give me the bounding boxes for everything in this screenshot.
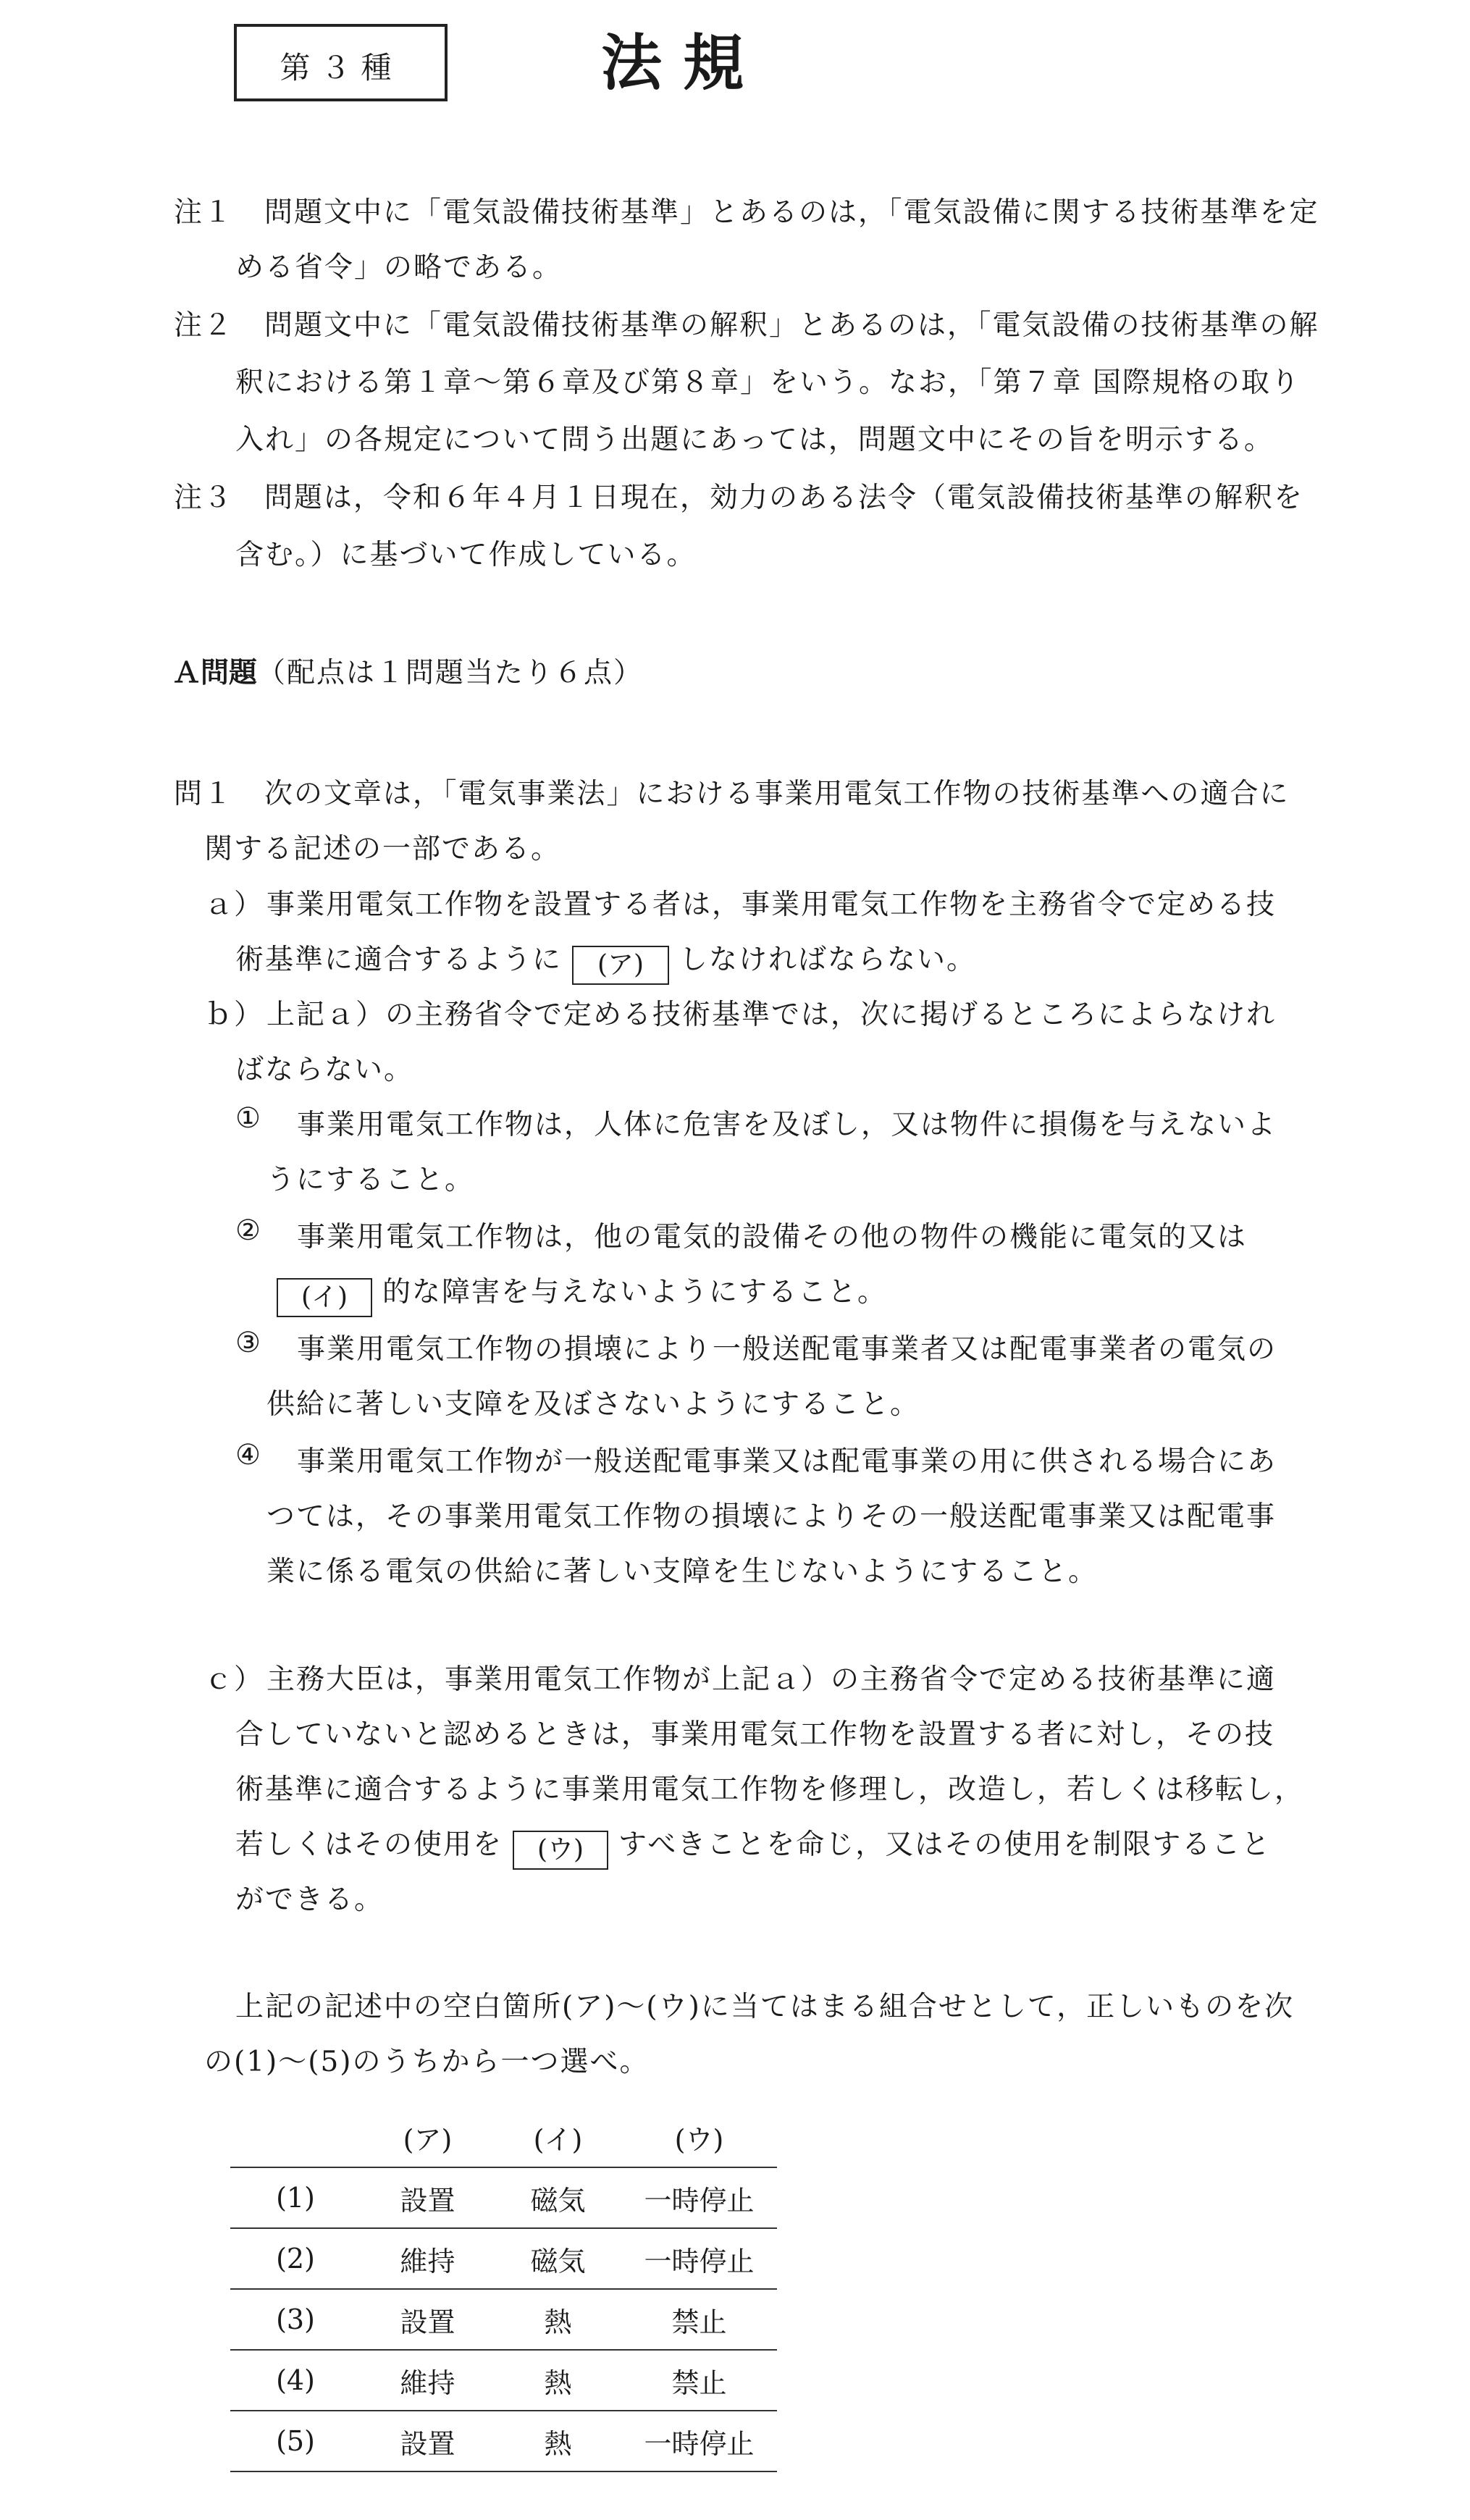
table-header: (ウ) bbox=[621, 2107, 777, 2167]
sub-item-2-line-1: 事業用電気工作物は，他の電気的設備その他の物件の機能に電気的又は bbox=[297, 1221, 1248, 1253]
note-2-line-2: 釈における第１章～第６章及び第８章」をいう。なお，「第７章 国際規格の取り bbox=[235, 366, 1301, 399]
prompt-line-1: 上記の記述中の空白箇所(ア)～(ウ)に当てはまる組合せとして，正しいものを次 bbox=[235, 1991, 1295, 2023]
blank-i: (イ) bbox=[277, 1278, 372, 1317]
table-cell: 磁気 bbox=[495, 2167, 621, 2228]
item-b-line-2: ばならない。 bbox=[235, 1054, 414, 1086]
table-cell: 維持 bbox=[361, 2228, 495, 2289]
table-row bbox=[230, 2411, 777, 2471]
sub-item-3-line-2: 供給に著しい支障を及ぼさないようにすること。 bbox=[266, 1388, 920, 1421]
question-intro-line-2: 関する記述の一部である。 bbox=[204, 833, 561, 865]
item-b-line-1: 上記ａ）の主務省令で定める技術基準では，次に掲げるところによらなけれ bbox=[266, 999, 1277, 1031]
table-cell: 磁気 bbox=[495, 2228, 621, 2289]
table-cell: 設置 bbox=[361, 2411, 495, 2471]
item-b-label: ｂ） bbox=[204, 999, 264, 1031]
sub-item-2-line-2 bbox=[269, 1269, 887, 1317]
table-cell: 一時停止 bbox=[621, 2228, 777, 2289]
table-cell: 禁止 bbox=[621, 2289, 777, 2350]
note-3-line-2: 含む。）に基づいて作成している。 bbox=[235, 539, 697, 571]
table-row bbox=[230, 2228, 777, 2289]
table-header: (イ) bbox=[495, 2107, 621, 2167]
sub-item-4-mark: ④ bbox=[235, 1439, 262, 1471]
item-c-line-2: 合していないと認めるときは，事業用電気工作物を設置する者に対し，その技 bbox=[235, 1718, 1275, 1751]
question-intro-line-1: 次の文章は，「電気事業法」における事業用電気工作物の技術基準への適合に bbox=[264, 778, 1290, 810]
item-c-line-4 bbox=[235, 1822, 1271, 1870]
table-header: (ア) bbox=[361, 2107, 495, 2167]
item-c-label: ｃ） bbox=[204, 1663, 264, 1696]
table-cell: 熱 bbox=[495, 2289, 621, 2350]
table-cell: 一時停止 bbox=[621, 2167, 777, 2228]
note-3-label: 注３ bbox=[174, 482, 234, 514]
exam-type-box bbox=[234, 24, 448, 101]
sub-item-4-line-3: 業に係る電気の供給に著しい支障を生じないようにすること。 bbox=[266, 1555, 1099, 1588]
note-1-line-1: 問題文中に「電気設備技術基準」とあるのは，「電気設備に関する技術基準を定 bbox=[264, 196, 1319, 229]
note-1-line-2: める省令」の略である。 bbox=[235, 251, 563, 284]
note-2-label: 注２ bbox=[174, 309, 234, 342]
note-2-line-3: 入れ」の各規定について問う出題にあっては，問題文中にその旨を明示する。 bbox=[235, 424, 1274, 456]
exam-type-label: 第３種 bbox=[280, 50, 402, 85]
section-points: （配点は１問題当たり６点） bbox=[257, 657, 644, 689]
table-header bbox=[230, 2107, 361, 2167]
section-title: Ａ問題 bbox=[172, 657, 258, 689]
item-a-line-1: 事業用電気工作物を設置する者は，事業用電気工作物を主務省令で定める技 bbox=[266, 889, 1277, 921]
sub-item-2-mark: ② bbox=[235, 1214, 262, 1247]
table-cell: 維持 bbox=[361, 2350, 495, 2411]
table-cell: 熱 bbox=[495, 2411, 621, 2471]
sub-item-4-line-1: 事業用電気工作物が一般送配電事業又は配電事業の用に供される場合にあ bbox=[297, 1445, 1277, 1478]
question-number: 問１ bbox=[174, 778, 234, 810]
sub-item-1-line-2: うにすること。 bbox=[266, 1164, 475, 1196]
table-cell: 一時停止 bbox=[621, 2411, 777, 2471]
sub-item-3-mark: ③ bbox=[235, 1327, 262, 1359]
note-1-label: 注１ bbox=[174, 196, 234, 229]
item-a-text-before: 術基準に適合するように bbox=[235, 944, 563, 976]
note-2-line-1: 問題文中に「電気設備技術基準の解釈」とあるのは，「電気設備の技術基準の解 bbox=[264, 309, 1319, 342]
blank-a: (ア) bbox=[572, 946, 669, 985]
table-header-row bbox=[230, 2107, 777, 2167]
item-c-line-1: 主務大臣は，事業用電気工作物が上記ａ）の主務省令で定める技術基準に適 bbox=[266, 1663, 1277, 1696]
item-a-label: ａ） bbox=[204, 889, 264, 921]
table-cell: 禁止 bbox=[621, 2350, 777, 2411]
table-cell: 設置 bbox=[361, 2167, 495, 2228]
item-c-text-before: 若しくはその使用を bbox=[235, 1828, 503, 1861]
note-3-line-1: 問題は，令和６年４月１日現在，効力のある法令（電気設備技術基準の解釈を bbox=[264, 482, 1304, 514]
subject-title: 法 規 bbox=[601, 27, 744, 98]
item-c-line-3: 術基準に適合するように事業用電気工作物を修理し，改造し，若しくは移転し， bbox=[235, 1773, 1305, 1806]
option-number: (3) bbox=[230, 2289, 361, 2350]
table-row bbox=[230, 2167, 777, 2228]
option-number: (5) bbox=[230, 2411, 361, 2471]
table-row bbox=[230, 2350, 777, 2411]
option-number: (4) bbox=[230, 2350, 361, 2411]
item-c-line-5: ができる。 bbox=[235, 1883, 385, 1916]
table-cell: 熱 bbox=[495, 2350, 621, 2411]
item-a-text-after: しなければならない。 bbox=[679, 944, 977, 976]
sub-item-1-line-1: 事業用電気工作物は，人体に危害を及ぼし，又は物件に損傷を与えないよ bbox=[297, 1109, 1277, 1141]
option-number: (1) bbox=[230, 2167, 361, 2228]
table-cell: 設置 bbox=[361, 2289, 495, 2350]
item-a-line-2 bbox=[235, 937, 976, 985]
sub-item-1-mark: ① bbox=[235, 1102, 262, 1135]
section-heading bbox=[172, 650, 643, 691]
table-row bbox=[230, 2289, 777, 2350]
sub-item-2-text-after: 的な障害を与えないようにすること。 bbox=[382, 1276, 888, 1309]
sub-item-4-line-2: つては，その事業用電気工作物の損壊によりその一般送配電事業又は配電事 bbox=[266, 1500, 1277, 1533]
prompt-line-2: の(1)～(5)のうちから一つ選べ。 bbox=[204, 2046, 650, 2078]
sub-item-3-line-1: 事業用電気工作物の損壊により一般送配電事業者又は配電事業者の電気の bbox=[297, 1333, 1277, 1366]
option-number: (2) bbox=[230, 2228, 361, 2289]
blank-u: (ウ) bbox=[513, 1831, 608, 1870]
answer-table bbox=[230, 2107, 777, 2472]
item-c-text-after: すべきことを命じ，又はその使用を制限すること bbox=[618, 1828, 1272, 1861]
